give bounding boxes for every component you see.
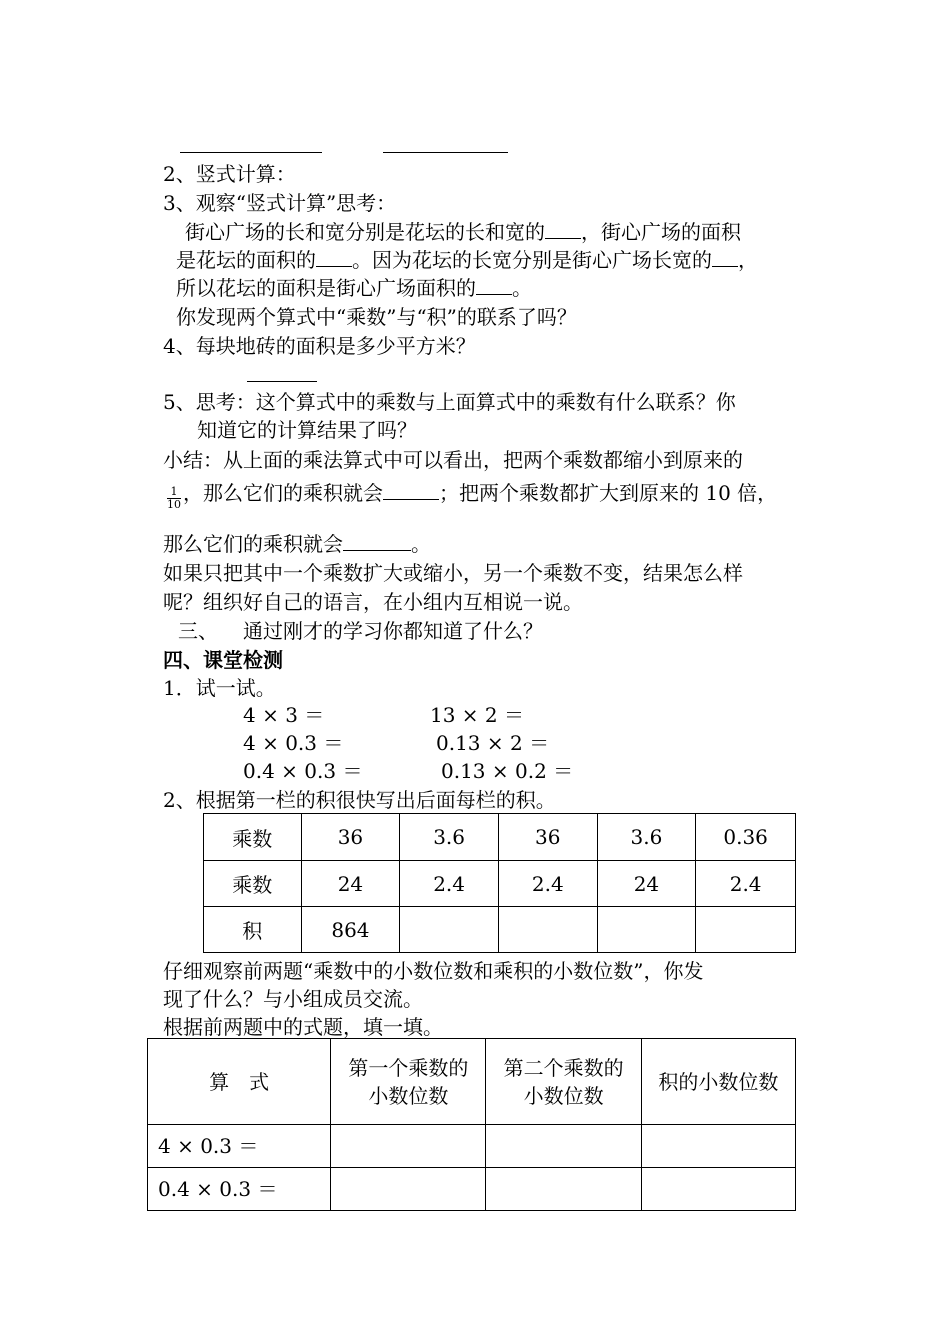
table-row xyxy=(204,861,796,907)
summary-line-1: 小结：从上面的乘法算式中可以看出，把两个乘数都缩小到原来的 xyxy=(163,448,743,472)
summary-line-2 xyxy=(183,479,777,507)
answer-blank-1 xyxy=(180,152,322,153)
table-cell: 0.36 xyxy=(696,814,796,861)
item-4: 4、每块地砖的面积是多少平方米？ xyxy=(163,334,476,358)
header-first-multiplier xyxy=(331,1039,486,1125)
equation-right-1: 13 × 2 ＝ xyxy=(430,703,525,727)
table-cell xyxy=(486,1125,641,1168)
product-table xyxy=(203,813,796,953)
table-cell: 2.4 xyxy=(696,861,796,907)
table-cell xyxy=(641,1168,795,1211)
fill-blank xyxy=(545,218,581,239)
fraction-one-tenth xyxy=(167,486,181,511)
fraction-denominator: 10 xyxy=(167,498,181,511)
table-cell xyxy=(331,1168,486,1211)
fill-blank xyxy=(383,479,439,500)
text: ， xyxy=(738,248,758,272)
table-cell: 3.6 xyxy=(597,814,696,861)
text: 所以花坛的面积是街心广场面积的 xyxy=(176,276,476,300)
table-cell: 24 xyxy=(597,861,696,907)
table-header-row xyxy=(148,1039,796,1125)
table-cell xyxy=(641,1125,795,1168)
equation-left-3: 0.4 × 0.3 ＝ xyxy=(243,759,363,783)
table-cell: 2.4 xyxy=(498,861,597,907)
section-3-number: 三、 xyxy=(178,619,218,643)
equation-right-2: 0.13 × 2 ＝ xyxy=(436,731,550,755)
summary-line-3 xyxy=(163,530,431,558)
section-3-text: 通过刚才的学习你都知道了什么？ xyxy=(243,619,543,643)
text: 街心广场的长和宽分别是花坛的长和宽的 xyxy=(185,220,545,244)
question-2: 2、根据第一栏的积很快写出后面每栏的积。 xyxy=(163,788,556,812)
item-5-line-2: 知道它的计算结果了吗？ xyxy=(197,418,417,442)
table-cell: 3.6 xyxy=(400,814,499,861)
table-cell: 36 xyxy=(498,814,597,861)
table-cell xyxy=(400,907,499,953)
equation-right-3: 0.13 × 0.2 ＝ xyxy=(441,759,574,783)
table-cell: 864 xyxy=(301,907,400,953)
text: ，那么它们的乘积就会 xyxy=(183,481,383,505)
header-text: 积的小数位数 xyxy=(658,1069,779,1094)
equation-left-1: 4 × 3 ＝ xyxy=(243,703,325,727)
table-cell: 36 xyxy=(301,814,400,861)
table-cell xyxy=(331,1125,486,1168)
table-cell: 0.4 × 0.3 ＝ xyxy=(148,1168,331,1211)
text: ，街心广场的面积 xyxy=(581,220,741,244)
text: 。因为花坛的长宽分别是街心广场长宽的 xyxy=(352,248,712,272)
header-text: 第一个乘数的 xyxy=(348,1055,469,1080)
fill-blank xyxy=(476,274,512,295)
text: ；把两个乘数都扩大到原来的 10 倍， xyxy=(439,481,778,505)
observation-line-1: 仔细观察前两题“乘数中的小数位数和乘积的小数位数”，你发 xyxy=(163,959,704,983)
paragraph-line-3 xyxy=(176,274,532,302)
fraction-numerator: 1 xyxy=(167,486,181,499)
table-cell: 24 xyxy=(301,861,400,907)
question-1: 1．试一试。 xyxy=(163,676,276,700)
text: 是花坛的面积的 xyxy=(176,248,316,272)
table-cell: 乘数 xyxy=(204,861,302,907)
fill-blank xyxy=(712,246,738,267)
table-row xyxy=(148,1168,796,1211)
decimal-places-table xyxy=(147,1038,796,1211)
table-cell xyxy=(486,1168,641,1211)
answer-blank-2 xyxy=(383,152,508,153)
header-formula xyxy=(148,1039,331,1125)
paragraph-line-4: 你发现两个算式中“乘数”与“积”的联系了吗？ xyxy=(176,305,577,329)
paragraph-line-2 xyxy=(176,246,758,274)
text: 那么它们的乘积就会 xyxy=(163,532,343,556)
fill-blank xyxy=(316,246,352,267)
table-cell: 积 xyxy=(204,907,302,953)
text: 。 xyxy=(512,276,532,300)
table-cell: 4 × 0.3 ＝ xyxy=(148,1125,331,1168)
observation-line-2: 现了什么？与小组成员交流。 xyxy=(163,987,423,1011)
equation-left-2: 4 × 0.3 ＝ xyxy=(243,731,344,755)
table-row xyxy=(204,814,796,861)
summary-line-5: 呢？组织好自己的语言，在小组内互相说一说。 xyxy=(163,590,583,614)
answer-blank-3 xyxy=(247,381,317,382)
summary-line-4: 如果只把其中一个乘数扩大或缩小，另一个乘数不变，结果怎么样 xyxy=(163,561,743,585)
item-5-line-1: 5、思考：这个算式中的乘数与上面算式中的乘数有什么联系？你 xyxy=(163,390,736,414)
table-row xyxy=(204,907,796,953)
header-product xyxy=(641,1039,795,1125)
section-4-title: 四、课堂检测 xyxy=(163,648,283,672)
fill-instruction: 根据前两题中的式题，填一填。 xyxy=(163,1015,443,1039)
header-text: 小数位数 xyxy=(368,1083,449,1108)
fill-blank xyxy=(343,530,411,551)
table-row xyxy=(148,1125,796,1168)
text: 。 xyxy=(411,532,431,556)
table-cell xyxy=(696,907,796,953)
item-3: 3、观察“竖式计算”思考： xyxy=(163,191,397,215)
paragraph-line-1 xyxy=(185,218,741,246)
table-cell: 乘数 xyxy=(204,814,302,861)
table-cell: 2.4 xyxy=(400,861,499,907)
header-text: 算 式 xyxy=(209,1069,270,1094)
header-second-multiplier xyxy=(486,1039,641,1125)
table-cell xyxy=(498,907,597,953)
table-cell xyxy=(597,907,696,953)
header-text: 小数位数 xyxy=(523,1083,604,1108)
header-text: 第二个乘数的 xyxy=(503,1055,624,1080)
item-2: 2、竖式计算： xyxy=(163,162,296,186)
